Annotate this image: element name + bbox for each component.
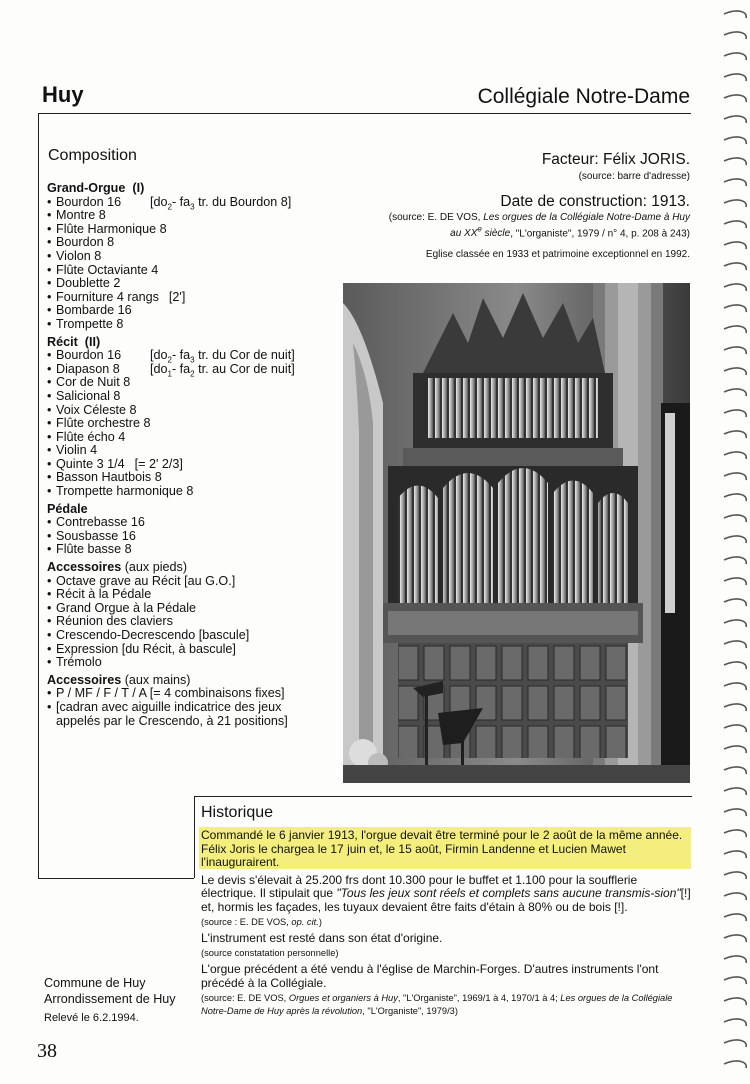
list-item: • Flûte Harmonique 8 [47, 221, 167, 236]
list-item: • Flûte basse 8 [47, 542, 132, 557]
list-item-continuation: appelés par le Crescendo, à 21 positions] [56, 713, 288, 728]
commune-info: Commune de Huy Arrondissement de Huy [44, 976, 176, 1006]
spiral-ring [724, 263, 746, 270]
releve-date: Relevé le 6.2.1994. [44, 1012, 139, 1024]
spiral-ring [724, 74, 746, 81]
spiral-ring [724, 830, 746, 837]
spiral-ring [724, 977, 746, 984]
spiral-ring [724, 305, 746, 312]
list-item: • Bombarde 16 [47, 303, 132, 318]
spiral-ring [724, 578, 746, 585]
list-item: • Bourdon 8 [47, 235, 115, 250]
list-item: • Basson Hautbois 8 [47, 470, 162, 485]
spiral-ring [724, 410, 746, 417]
grand-orgue-stops [47, 196, 347, 332]
spiral-ring [724, 1040, 746, 1047]
list-item: • Expression [du Récit, à bascule] [47, 641, 236, 656]
facteur-source: (source: barre d'adresse) [578, 171, 690, 182]
spiral-ring [724, 641, 746, 648]
spiral-ring [724, 326, 746, 333]
composition-title: Composition [48, 147, 137, 164]
spiral-ring [724, 347, 746, 354]
date-source: (source: E. DE VOS, Les orgues de la Collégiale Notre-Dame à Huy au XXe siècle, "L'organiste", 1979 / n° 4, p. 208 à 243) [388, 212, 690, 239]
facteur-line: Facteur: Félix JORIS. [541, 151, 690, 168]
pedale-stops [47, 516, 347, 557]
frame-inner-rule [38, 878, 194, 879]
spiral-ring [724, 158, 746, 165]
accessoires-pieds-heading: Accessoires (aux pieds) [47, 560, 188, 575]
list-item: • Flûte Octaviante 4 [47, 262, 159, 277]
spiral-ring [724, 599, 746, 606]
list-item: • Récit à la Pédale [47, 587, 152, 602]
list-item: • Cor de Nuit 8 [47, 375, 131, 390]
spiral-ring [724, 179, 746, 186]
town-title: Huy [42, 82, 84, 107]
spiral-ring [724, 704, 746, 711]
spiral-ring [724, 137, 746, 144]
list-item: • [cadran avec aiguille indicatrice des jeux [47, 699, 282, 714]
recit-heading: Récit (II) [47, 334, 101, 349]
spiral-ring [724, 662, 746, 669]
spiral-ring [724, 998, 746, 1005]
spiral-ring [724, 95, 746, 102]
spiral-ring [724, 1019, 746, 1026]
spiral-ring [724, 746, 746, 753]
spiral-ring [724, 620, 746, 627]
organ-photo [343, 283, 690, 783]
historique-paragraph-2: Le devis s'élevait à 25.200 frs dont 10.300 pour le buffet et 1.100 pour la soufflerie électrique. Il stipulait que "Tous les jeux sont réels et complets sans aucune transmis-sion"[!] et, hormis les façades, les tuyaux devaient être faits d'étain à 80% ou de bois [!]. (source : E. DE VOS, op. cit.) [201, 872, 691, 927]
spiral-ring [724, 284, 746, 291]
spiral-ring [724, 452, 746, 459]
list-item: • Montre 8 [47, 208, 106, 223]
frame-top-rule [38, 113, 691, 114]
spiral-ring [724, 200, 746, 207]
spiral-ring [724, 956, 746, 963]
spiral-ring [724, 116, 746, 123]
list-item: • Bourdon 16 [$do_2-$ $fa_3$ tr. du Cor de nuit] [47, 348, 295, 365]
spiral-ring [724, 809, 746, 816]
spiral-ring [724, 557, 746, 564]
grand-orgue-heading: Grand-Orgue (I) [47, 181, 145, 195]
spiral-ring [724, 872, 746, 879]
historique-top-rule [194, 796, 692, 797]
list-item: • Réunion des claviers [47, 614, 173, 629]
spiral-ring [724, 935, 746, 942]
spiral-ring [724, 11, 746, 18]
list-item: • Fourniture 4 rangs [2'] [47, 289, 186, 304]
historique-paragraph-3: L'instrument est resté dans son état d'origine. (source constatation personnelle) [201, 931, 443, 958]
spiral-ring [724, 368, 746, 375]
recit-stops [47, 349, 347, 499]
list-item: • Flûte écho 4 [47, 429, 126, 444]
list-item: • Violon 8 [47, 248, 102, 263]
spiral-ring [724, 32, 746, 39]
spiral-ring [724, 1061, 746, 1068]
spiral-ring [724, 536, 746, 543]
spiral-ring [724, 389, 746, 396]
historique-title: Historique [201, 804, 274, 821]
date-line: Date de construction: 1913. [500, 193, 690, 210]
list-item: • Flûte orchestre 8 [47, 416, 151, 431]
spiral-ring [724, 494, 746, 501]
spiral-ring [724, 242, 746, 249]
list-item: • Doublette 2 [47, 276, 121, 291]
church-title: Collégiale Notre-Dame [477, 85, 690, 108]
list-item: • Quinte 3 1/4 [= 2' 2/3] [47, 456, 183, 471]
list-item: • Grand Orgue à la Pédale [47, 600, 197, 615]
accessoires-mains-heading: Accessoires (aux mains) [47, 672, 191, 687]
list-item: • Diapason 8 [$do_1-$ $fa_2$ tr. au Cor de nuit] [47, 361, 295, 379]
list-item: • Bourdon 16 [$do_2-$ $fa_3$ tr. du Bourdon 8] [47, 194, 292, 212]
spiral-ring [724, 893, 746, 900]
list-item: • Trémolo [47, 655, 102, 670]
spiral-ring [724, 515, 746, 522]
list-item: • Trompette 8 [47, 316, 124, 331]
list-item: • Voix Céleste 8 [47, 402, 137, 417]
historique-paragraph-1: Commandé le 6 janvier 1913, l'orgue devait être terminé pour le 2 août de la même année. Félix Joris le chargea le 17 juin et, le 15 août, Firmin Landenne et Lucien Mawet l'inaugurairent. [201, 828, 683, 870]
historique-paragraph-4: L'orgue précédent a été vendu à l'église de Marchin-Forges. D'autres instruments l'ont précédé à la Collégiale. (source: E. DE VOS, Orgues et organiers à Huy, "L'Organiste", 1969/1 à 4, 1970/1 à 4; Les orgues de la Collégiale Notre-Dame de Huy après la révolution, "L'Organiste", 1979/3) [201, 962, 673, 1017]
classification-note: Eglise classée en 1933 et patrimoine exceptionnel en 1992. [425, 249, 690, 260]
list-item: • Sousbasse 16 [47, 528, 136, 543]
spiral-ring [724, 53, 746, 60]
spiral-ring [724, 221, 746, 228]
frame-left-rule [38, 113, 39, 878]
spiral-ring [724, 431, 746, 438]
list-item: • Salicional 8 [47, 388, 121, 403]
spiral-ring [724, 851, 746, 858]
list-item: • Contrebasse 16 [47, 515, 145, 530]
spiral-ring [724, 683, 746, 690]
spiral-ring [724, 725, 746, 732]
historique-text [201, 829, 695, 1022]
spiral-ring [724, 914, 746, 921]
list-item: • Violin 4 [47, 443, 98, 458]
composition-list [47, 179, 347, 728]
list-item: • P / MF / F / T / A [= 4 combinaisons fixes] [47, 686, 285, 701]
page-number: 38 [37, 1040, 57, 1062]
spiral-ring [724, 788, 746, 795]
list-item: • Crescendo-Decrescendo [bascule] [47, 628, 250, 642]
frame-inner-vertical-rule [194, 796, 195, 878]
list-item: • Octave grave au Récit [au G.O.] [47, 573, 236, 588]
spiral-binding [720, 0, 750, 1084]
spiral-ring [724, 767, 746, 774]
list-item: • Trompette harmonique 8 [47, 484, 194, 499]
spiral-ring [724, 473, 746, 480]
accessoires-pieds-list [47, 575, 347, 670]
pedale-heading: Pédale [47, 501, 88, 516]
